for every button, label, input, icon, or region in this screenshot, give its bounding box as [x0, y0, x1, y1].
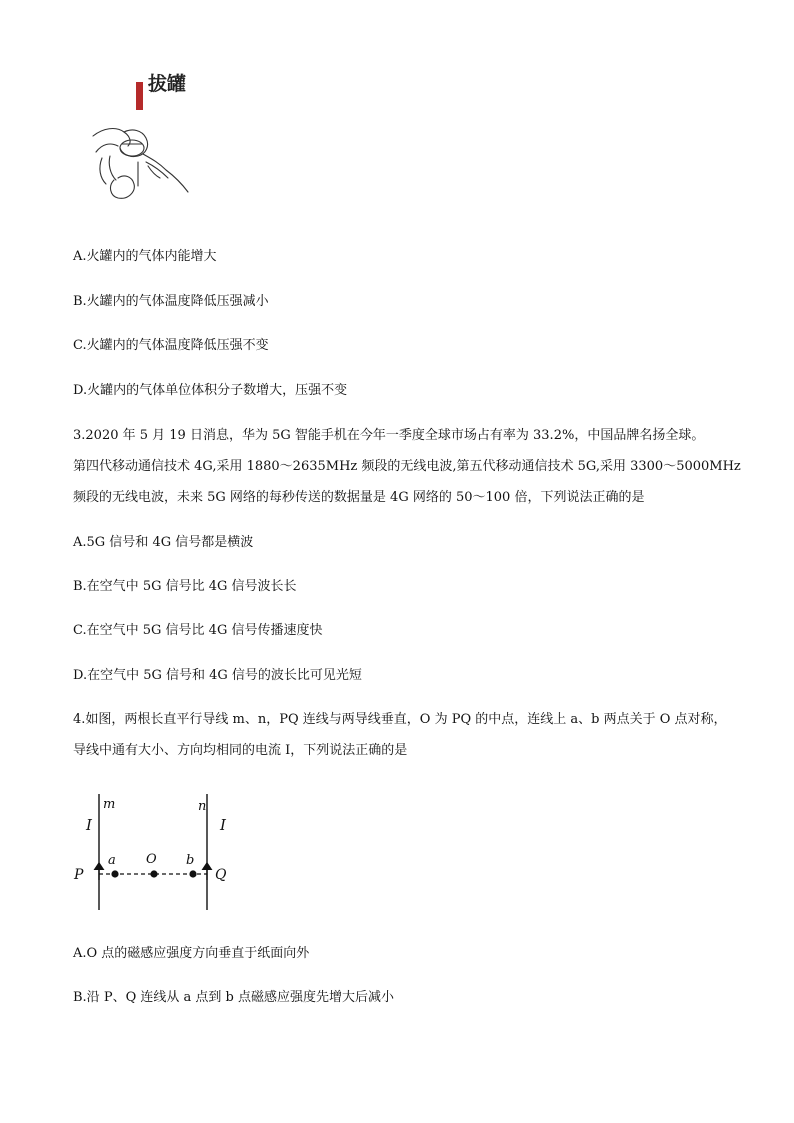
- parallel-wires-figure: [68, 790, 248, 920]
- label-current-left: I: [86, 816, 92, 834]
- label-point-p: P: [74, 867, 84, 883]
- q2-option-d: D.火罐内的气体单位体积分子数增大，压强不变: [73, 383, 348, 398]
- label-wire-n: n: [198, 799, 207, 814]
- q2-option-a: A.火罐内的气体内能增大: [73, 249, 217, 264]
- cupping-illustration: [88, 66, 208, 216]
- q3-option-c: C.在空气中 5G 信号比 4G 信号传播速度快: [73, 623, 323, 638]
- q3-stem-line-2: 第四代移动通信技术 4G,采用 1880～2635MHz 频段的无线电波,第五代移动通信技术 5G,采用 3300～5000MHz: [73, 459, 741, 474]
- red-seal-icon: [136, 82, 143, 110]
- q4-stem-line-1: 4.如图，两根长直平行导线 m、n，PQ 连线与两导线垂直，O 为 PQ 的中点，连线上 a、b 两点关于 O 点对称，: [73, 712, 727, 727]
- point-o-dot: [150, 870, 157, 877]
- label-point-o: O: [146, 852, 157, 867]
- q4-option-a: A.O 点的磁感应强度方向垂直于纸面向外: [73, 946, 310, 961]
- label-wire-m: m: [103, 797, 116, 812]
- q3-stem-line-1: 3.2020 年 5 月 19 日消息，华为 5G 智能手机在今年一季度全球市场占有率为 33.2%，中国品牌名扬全球。: [73, 428, 705, 443]
- q2-option-c: C.火罐内的气体温度降低压强不变: [73, 338, 269, 353]
- q3-option-d: D.在空气中 5G 信号和 4G 信号的波长比可见光短: [73, 668, 362, 683]
- point-a-dot: [111, 870, 118, 877]
- hands-sketch: [93, 129, 188, 199]
- calligraphy-title-1: 拔罐: [148, 73, 187, 95]
- label-point-q: Q: [215, 867, 227, 883]
- q4-stem-line-2: 导线中通有大小、方向均相同的电流 I，下列说法正确的是: [73, 743, 408, 758]
- label-point-a: a: [108, 853, 116, 868]
- q3-stem-line-3: 频段的无线电波，未来 5G 网络的每秒传送的数据量是 4G 网络的 50～100 倍，下列说法正确的是: [73, 490, 645, 505]
- q4-option-b: B.沿 P、Q 连线从 a 点到 b 点磁感应强度先增大后减小: [73, 990, 394, 1005]
- label-current-right: I: [220, 816, 226, 834]
- label-point-b: b: [186, 853, 195, 868]
- q3-option-b: B.在空气中 5G 信号比 4G 信号波长长: [73, 579, 297, 594]
- q2-option-b: B.火罐内的气体温度降低压强减小: [73, 294, 269, 309]
- q3-option-a: A.5G 信号和 4G 信号都是横波: [73, 535, 254, 550]
- point-b-dot: [189, 870, 196, 877]
